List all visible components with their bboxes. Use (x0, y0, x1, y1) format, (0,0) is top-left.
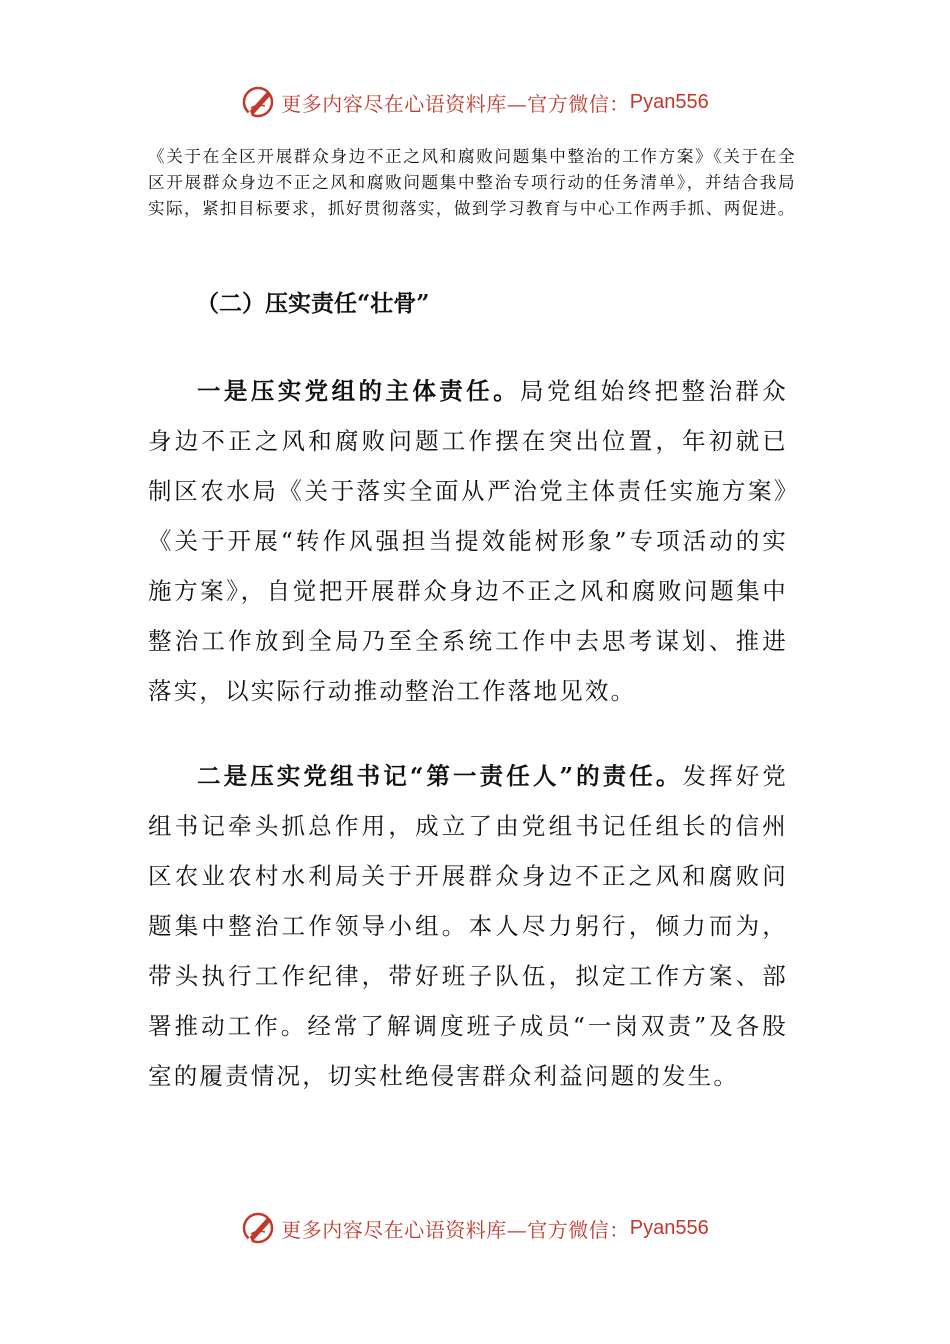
paragraph-1 (148, 366, 788, 716)
paragraph-2-body: 发挥好党组书记牵头抓总作用，成立了由党组书记任组长的信州区农业农村水利局关于开展群众身边不正之风和腐败问题集中整治工作领导小组。本人尽力躬行，倾力而为，带头执行工作纪律，带好班子队伍，拟定工作方案、部署推动工作。经常了解调度班子成员“一岗双责”及各股室的履责情况，切实杜绝侵害群众利益问题的发生。 (148, 762, 788, 1090)
footer-banner (0, 1208, 950, 1248)
footer-banner-handle: Pyan556 (629, 1216, 709, 1239)
paragraph-1-body: 局党组始终把整治群众身边不正之风和腐败问题工作摆在突出位置，年初就已制区农水局《关于落实全面从严治党主体责任实施方案》《关于开展“转作风强担当提效能树形象”专项活动的实施方案》，自觉把开展群众身边不正之风和腐败问题集中整治工作放到全局乃至全系统工作中去思考谋划、推进落实，以实际行动推动整治工作落地见效。 (148, 377, 788, 705)
pen-circle-logo-icon (241, 84, 277, 120)
footer-banner-text: 更多内容尽在心语资料库—官方微信： (281, 1217, 630, 1242)
section-heading: （二）压实责任“壮骨” (196, 290, 430, 317)
paragraph-2 (148, 751, 788, 1101)
header-banner-text: 更多内容尽在心语资料库—官方微信： (281, 91, 630, 116)
header-banner-handle: Pyan556 (629, 90, 709, 113)
pen-circle-logo-icon (241, 1210, 277, 1246)
header-banner (0, 82, 950, 122)
intro-paragraph: 《关于在全区开展群众身边不正之风和腐败问题集中整治的工作方案》《关于在全区开展群众身边不正之风和腐败问题集中整治专项行动的任务清单》，并结合我局实际，紧扣目标要求，抓好贯彻落实，做到学习教育与中心工作两手抓、两促进。 (148, 147, 796, 218)
paragraph-2-lead: 二是压实党组书记“第一责任人”的责任。 (197, 762, 683, 790)
paragraph-1-lead: 一是压实党组的主体责任。 (197, 377, 521, 405)
